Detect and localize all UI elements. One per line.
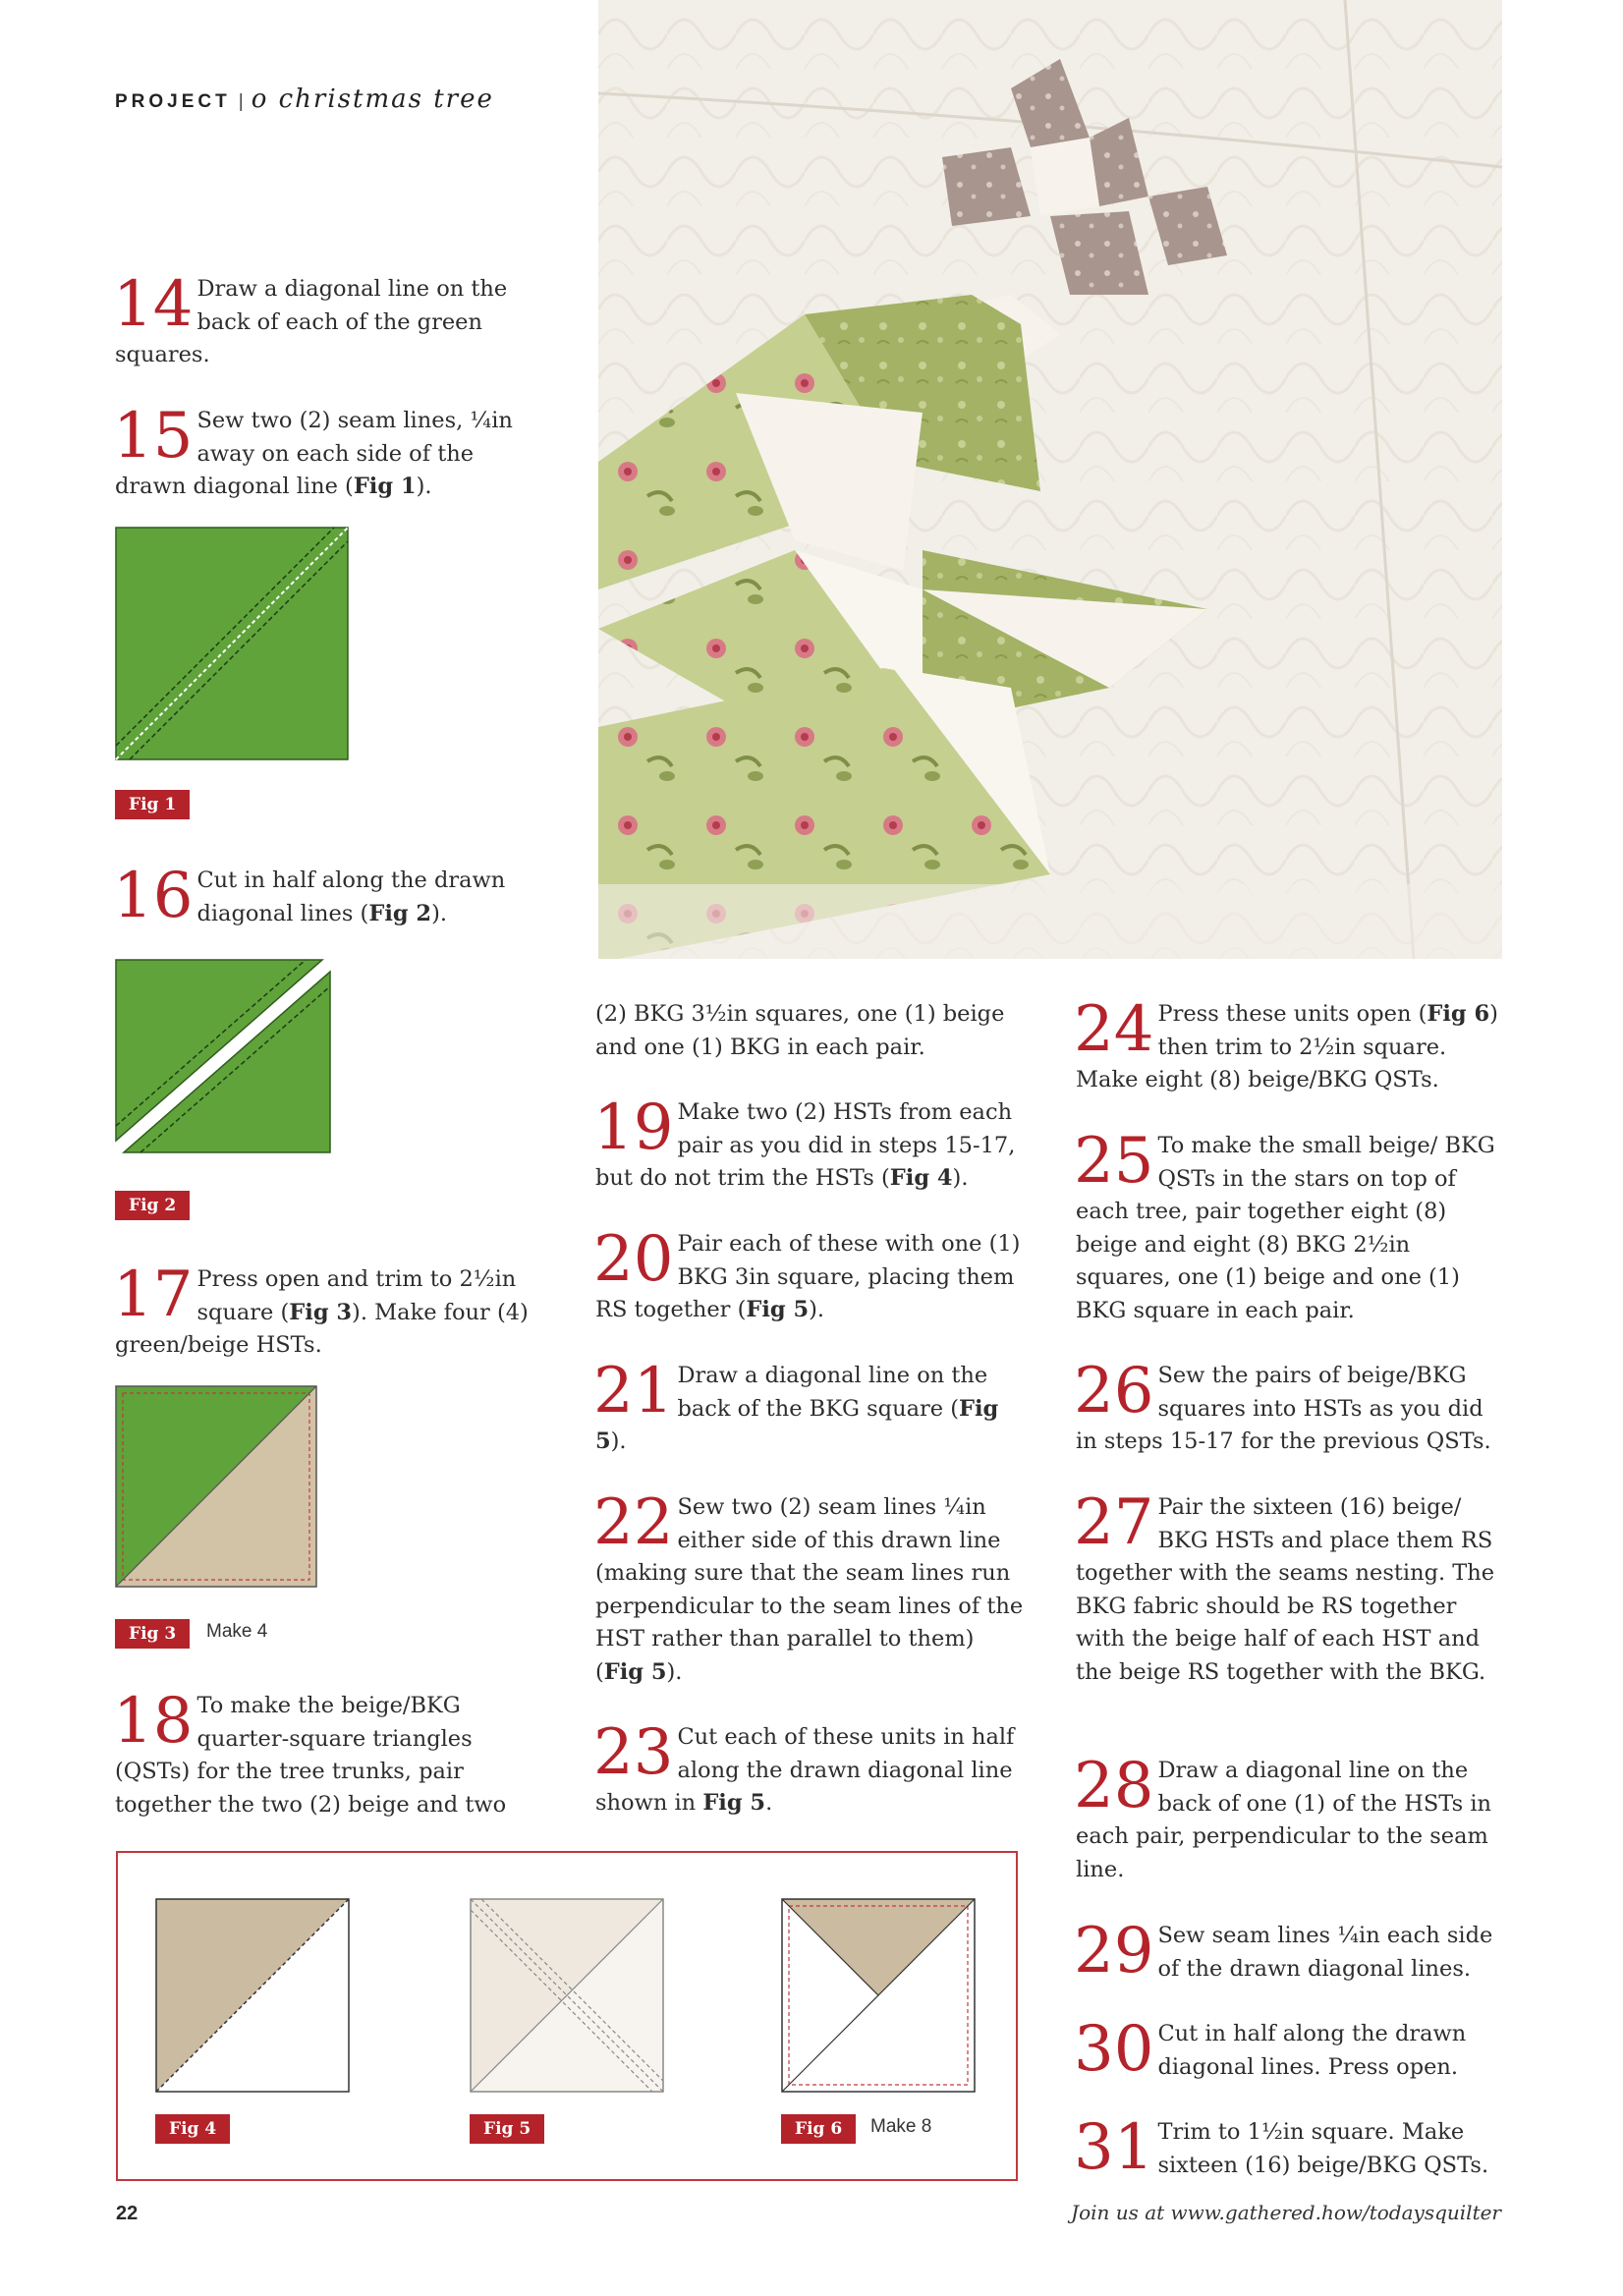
header-separator: | <box>238 91 244 112</box>
step-text-end: ) then trim to 2½in square. Make eight (8) beige/BKG QSTs. <box>1076 1001 1498 1092</box>
fig5-diagram <box>470 1898 664 2093</box>
quilt-photo <box>598 0 1502 959</box>
fig3-label: Fig 3 <box>115 1619 190 1649</box>
step-22 <box>593 1486 1028 1689</box>
fig6-make-label: Make 8 <box>870 2116 932 2137</box>
step-27 <box>1074 1486 1508 1689</box>
fig-reference: Fig 3 <box>289 1299 353 1325</box>
project-title: o christmas tree <box>251 84 494 114</box>
fig3-diagram <box>115 1385 317 1588</box>
step-number: 16 <box>113 860 194 932</box>
step-number: 14 <box>113 268 194 341</box>
step-30 <box>1074 2013 1508 2086</box>
step-text: Make two (2) HSTs from each pair as you did in steps 15-17, but do not trim the HSTs ( <box>595 1099 1016 1191</box>
fig2-diagram <box>115 959 331 1155</box>
step-text: Sew seam lines ¼in each side of the drawn diagonal lines. <box>1157 1923 1493 1982</box>
step-20 <box>593 1223 1028 1327</box>
step-number: 15 <box>113 400 194 473</box>
step-number: 23 <box>593 1716 674 1789</box>
step-text: Cut in half along the drawn diagonal lines ( <box>196 868 506 926</box>
step-number: 22 <box>593 1486 674 1559</box>
step-number: 17 <box>113 1259 194 1331</box>
step-text: Pair the sixteen (16) beige/ BKG HSTs and place them RS together with the seams nesting. The BKG fabric should be RS together with the beige half of each HST and the beige RS together with the BKG. <box>1076 1494 1495 1685</box>
step-18 <box>113 1685 547 1821</box>
step-text-end: ). <box>610 1428 627 1454</box>
page-number: 22 <box>116 2203 139 2224</box>
step-15 <box>113 400 547 504</box>
step-text: To make the beige/BKG quarter-square triangles (QSTs) for the tree trunks, pair together the two (2) beige and two <box>115 1693 507 1818</box>
step-text: Draw a diagonal line on the back of each of the green squares. <box>115 276 508 367</box>
fig-reference: Fig 5 <box>746 1297 810 1322</box>
step-text: Pair each of these with one (1) BKG 3in square, placing them RS together ( <box>595 1231 1021 1322</box>
step-text: Sew two (2) seam lines, ¼in away on each side of the drawn diagonal line ( <box>115 408 513 499</box>
step-14 <box>113 268 547 372</box>
step-number: 29 <box>1074 1915 1154 1988</box>
step-number: 28 <box>1074 1750 1154 1822</box>
step-number: 21 <box>593 1355 674 1428</box>
step-number: 24 <box>1074 993 1154 1066</box>
step-text: Press these units open ( <box>1157 1001 1427 1027</box>
step-text-end: ). <box>416 474 432 499</box>
step-number: 18 <box>113 1685 194 1758</box>
step-text: Cut each of these units in half along the drawn diagonal line shown in <box>595 1724 1015 1816</box>
step-31 <box>1074 2111 1508 2184</box>
step-text-end: ). <box>809 1297 825 1322</box>
step-25 <box>1074 1125 1508 1327</box>
fig-reference: Fig 1 <box>353 474 417 499</box>
step-number: 31 <box>1074 2111 1154 2184</box>
fig-reference: Fig 6 <box>1427 1001 1490 1027</box>
step-text: Draw a diagonal line on the back of the BKG square ( <box>677 1363 988 1422</box>
step-text: Sew the pairs of beige/BKG squares into HSTs as you did in steps 15-17 for the previous QSTs. <box>1076 1363 1491 1454</box>
fig1-diagram <box>115 527 349 760</box>
step-text: Sew two (2) seam lines ¼in either side of this drawn line (making sure that the seam lines run perpendicular to the seam lines of the HST rather than parallel to them) ( <box>595 1494 1024 1685</box>
section-label: PROJECT <box>115 91 231 112</box>
fig-reference: Fig 5 <box>595 1395 999 1454</box>
step-28 <box>1074 1750 1508 1886</box>
fig4-label: Fig 4 <box>155 2114 230 2144</box>
step-text-end: ). Make four (4) green/beige HSTs. <box>115 1299 529 1358</box>
step-text-end: ). <box>952 1165 969 1191</box>
fig-reference: Fig 4 <box>889 1165 953 1191</box>
step-text-end: ). <box>431 900 448 926</box>
fig2-label: Fig 2 <box>115 1191 190 1220</box>
step-number: 19 <box>593 1092 674 1164</box>
fig4-diagram <box>155 1898 350 2093</box>
fig-reference: Fig 2 <box>368 900 432 926</box>
step-number: 27 <box>1074 1486 1154 1559</box>
step-text: Trim to 1½in square. Make sixteen (16) beige/BKG QSTs. <box>1157 2119 1489 2178</box>
fig6-label: Fig 6 <box>781 2114 856 2144</box>
step-text-end: ). <box>666 1658 683 1685</box>
step-18-continued: (2) BKG 3½in squares, one (1) beige and one (1) BKG in each pair. <box>595 1001 1005 1060</box>
website-link[interactable]: Join us at www.gathered.how/todaysquilter <box>1071 2201 1501 2224</box>
step-24 <box>1074 993 1508 1097</box>
step-21 <box>593 1355 1028 1459</box>
fig1-label: Fig 1 <box>115 790 190 819</box>
step-text-end: . <box>765 1790 773 1816</box>
fig-reference: Fig 5 <box>603 1658 667 1685</box>
step-number: 30 <box>1074 2013 1154 2086</box>
step-text: To make the small beige/ BKG QSTs in the stars on top of each tree, pair together eight (8) beige and eight (8) BKG 2½in squares, one (1) beige and one (1) BKG square in each pair. <box>1076 1133 1495 1323</box>
step-19 <box>593 1092 1028 1196</box>
fig-reference: Fig 5 <box>702 1790 766 1816</box>
fig3-make-label: Make 4 <box>206 1621 268 1642</box>
step-text: Cut in half along the drawn diagonal lines. Press open. <box>1157 2021 1467 2080</box>
page-header <box>115 84 494 114</box>
step-text: Press open and trim to 2½in square ( <box>196 1266 517 1325</box>
step-16 <box>113 860 547 932</box>
step-17 <box>113 1259 547 1363</box>
step-number: 25 <box>1074 1125 1154 1198</box>
step-23 <box>593 1716 1028 1820</box>
fig5-label: Fig 5 <box>470 2114 544 2144</box>
fig6-diagram <box>781 1898 976 2093</box>
step-number: 20 <box>593 1223 674 1296</box>
step-29 <box>1074 1915 1508 1988</box>
step-number: 26 <box>1074 1355 1154 1428</box>
step-26 <box>1074 1355 1508 1459</box>
quilt-photo-image <box>598 0 1502 959</box>
step-text: Draw a diagonal line on the back of one (1) of the HSTs in each pair, perpendicular to the seam line. <box>1076 1758 1492 1882</box>
